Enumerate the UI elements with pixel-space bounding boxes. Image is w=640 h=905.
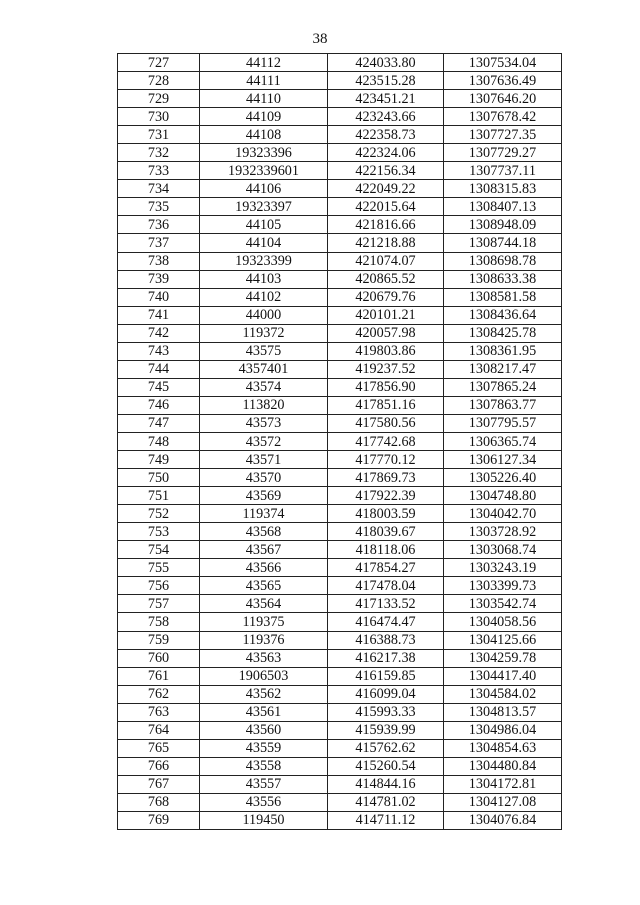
point-number-cell: 741 <box>118 306 200 324</box>
y-coordinate-cell: 1303243.19 <box>444 559 562 577</box>
y-coordinate-cell: 1308361.95 <box>444 342 562 360</box>
x-coordinate-cell: 418003.59 <box>328 505 444 523</box>
y-coordinate-cell: 1304584.02 <box>444 685 562 703</box>
y-coordinate-cell: 1308425.78 <box>444 324 562 342</box>
table-row <box>118 667 562 685</box>
x-coordinate-cell: 414844.16 <box>328 775 444 793</box>
table-row <box>118 505 562 523</box>
y-coordinate-cell: 1306127.34 <box>444 451 562 469</box>
point-number-cell: 740 <box>118 288 200 306</box>
table-row <box>118 739 562 757</box>
point-id-cell: 44108 <box>200 126 328 144</box>
x-coordinate-cell: 420101.21 <box>328 306 444 324</box>
point-id-cell: 44111 <box>200 72 328 90</box>
point-id-cell: 1906503 <box>200 667 328 685</box>
table-row <box>118 451 562 469</box>
x-coordinate-cell: 416217.38 <box>328 649 444 667</box>
point-id-cell: 44102 <box>200 288 328 306</box>
table-row <box>118 577 562 595</box>
table-row <box>118 396 562 414</box>
x-coordinate-cell: 417869.73 <box>328 469 444 487</box>
x-coordinate-cell: 421816.66 <box>328 216 444 234</box>
y-coordinate-cell: 1307727.35 <box>444 126 562 144</box>
table-row <box>118 432 562 450</box>
point-number-cell: 762 <box>118 685 200 703</box>
table-row <box>118 270 562 288</box>
point-id-cell: 119376 <box>200 631 328 649</box>
x-coordinate-cell: 419237.52 <box>328 360 444 378</box>
table-row <box>118 541 562 559</box>
point-number-cell: 759 <box>118 631 200 649</box>
x-coordinate-cell: 416474.47 <box>328 613 444 631</box>
x-coordinate-cell: 423243.66 <box>328 108 444 126</box>
y-coordinate-cell: 1308315.83 <box>444 180 562 198</box>
point-number-cell: 758 <box>118 613 200 631</box>
x-coordinate-cell: 417856.90 <box>328 378 444 396</box>
y-coordinate-cell: 1304076.84 <box>444 811 562 829</box>
table-row <box>118 72 562 90</box>
point-number-cell: 734 <box>118 180 200 198</box>
table-row <box>118 613 562 631</box>
point-id-cell: 43564 <box>200 595 328 613</box>
table-row <box>118 126 562 144</box>
point-number-cell: 731 <box>118 126 200 144</box>
point-id-cell: 43572 <box>200 432 328 450</box>
point-number-cell: 727 <box>118 54 200 72</box>
y-coordinate-cell: 1304042.70 <box>444 505 562 523</box>
x-coordinate-cell: 419803.86 <box>328 342 444 360</box>
point-number-cell: 753 <box>118 523 200 541</box>
point-id-cell: 43567 <box>200 541 328 559</box>
y-coordinate-cell: 1308217.47 <box>444 360 562 378</box>
x-coordinate-cell: 417922.39 <box>328 487 444 505</box>
point-id-cell: 44106 <box>200 180 328 198</box>
y-coordinate-cell: 1307863.77 <box>444 396 562 414</box>
x-coordinate-cell: 420865.52 <box>328 270 444 288</box>
x-coordinate-cell: 423451.21 <box>328 90 444 108</box>
point-number-cell: 752 <box>118 505 200 523</box>
point-number-cell: 735 <box>118 198 200 216</box>
point-number-cell: 730 <box>118 108 200 126</box>
point-number-cell: 737 <box>118 234 200 252</box>
point-id-cell: 43557 <box>200 775 328 793</box>
y-coordinate-cell: 1307737.11 <box>444 162 562 180</box>
point-number-cell: 761 <box>118 667 200 685</box>
point-id-cell: 43559 <box>200 739 328 757</box>
point-id-cell: 43561 <box>200 703 328 721</box>
point-number-cell: 733 <box>118 162 200 180</box>
point-id-cell: 44000 <box>200 306 328 324</box>
y-coordinate-cell: 1303068.74 <box>444 541 562 559</box>
point-id-cell: 119375 <box>200 613 328 631</box>
point-number-cell: 763 <box>118 703 200 721</box>
y-coordinate-cell: 1308407.13 <box>444 198 562 216</box>
point-number-cell: 768 <box>118 793 200 811</box>
x-coordinate-cell: 417133.52 <box>328 595 444 613</box>
table-row <box>118 685 562 703</box>
point-number-cell: 767 <box>118 775 200 793</box>
point-number-cell: 751 <box>118 487 200 505</box>
point-id-cell: 43562 <box>200 685 328 703</box>
x-coordinate-cell: 415762.62 <box>328 739 444 757</box>
point-id-cell: 44110 <box>200 90 328 108</box>
point-id-cell: 119374 <box>200 505 328 523</box>
y-coordinate-cell: 1304127.08 <box>444 793 562 811</box>
x-coordinate-cell: 422015.64 <box>328 198 444 216</box>
point-number-cell: 749 <box>118 451 200 469</box>
point-number-cell: 760 <box>118 649 200 667</box>
table-row <box>118 54 562 72</box>
y-coordinate-cell: 1308948.09 <box>444 216 562 234</box>
coordinates-table <box>117 53 562 830</box>
point-id-cell: 19323396 <box>200 144 328 162</box>
y-coordinate-cell: 1307865.24 <box>444 378 562 396</box>
coordinates-table-body <box>118 54 562 830</box>
x-coordinate-cell: 415260.54 <box>328 757 444 775</box>
x-coordinate-cell: 414711.12 <box>328 811 444 829</box>
table-row <box>118 523 562 541</box>
point-number-cell: 755 <box>118 559 200 577</box>
table-row <box>118 649 562 667</box>
y-coordinate-cell: 1304480.84 <box>444 757 562 775</box>
x-coordinate-cell: 417742.68 <box>328 432 444 450</box>
x-coordinate-cell: 423515.28 <box>328 72 444 90</box>
table-row <box>118 595 562 613</box>
point-number-cell: 728 <box>118 72 200 90</box>
x-coordinate-cell: 416388.73 <box>328 631 444 649</box>
point-number-cell: 765 <box>118 739 200 757</box>
point-id-cell: 43560 <box>200 721 328 739</box>
x-coordinate-cell: 421218.88 <box>328 234 444 252</box>
x-coordinate-cell: 422049.22 <box>328 180 444 198</box>
point-number-cell: 766 <box>118 757 200 775</box>
point-number-cell: 754 <box>118 541 200 559</box>
point-number-cell: 744 <box>118 360 200 378</box>
point-id-cell: 119450 <box>200 811 328 829</box>
point-number-cell: 732 <box>118 144 200 162</box>
x-coordinate-cell: 422324.06 <box>328 144 444 162</box>
x-coordinate-cell: 420679.76 <box>328 288 444 306</box>
x-coordinate-cell: 420057.98 <box>328 324 444 342</box>
point-id-cell: 43566 <box>200 559 328 577</box>
point-id-cell: 43558 <box>200 757 328 775</box>
table-row <box>118 198 562 216</box>
y-coordinate-cell: 1304058.56 <box>444 613 562 631</box>
table-row <box>118 703 562 721</box>
point-number-cell: 729 <box>118 90 200 108</box>
point-id-cell: 43563 <box>200 649 328 667</box>
table-row <box>118 162 562 180</box>
x-coordinate-cell: 414781.02 <box>328 793 444 811</box>
table-row <box>118 324 562 342</box>
y-coordinate-cell: 1304813.57 <box>444 703 562 721</box>
y-coordinate-cell: 1303542.74 <box>444 595 562 613</box>
x-coordinate-cell: 421074.07 <box>328 252 444 270</box>
table-row <box>118 559 562 577</box>
y-coordinate-cell: 1304854.63 <box>444 739 562 757</box>
point-id-cell: 43575 <box>200 342 328 360</box>
y-coordinate-cell: 1308633.38 <box>444 270 562 288</box>
table-row <box>118 252 562 270</box>
y-coordinate-cell: 1304986.04 <box>444 721 562 739</box>
y-coordinate-cell: 1307646.20 <box>444 90 562 108</box>
point-id-cell: 44104 <box>200 234 328 252</box>
point-id-cell: 119372 <box>200 324 328 342</box>
x-coordinate-cell: 417854.27 <box>328 559 444 577</box>
table-row <box>118 721 562 739</box>
table-row <box>118 108 562 126</box>
y-coordinate-cell: 1304417.40 <box>444 667 562 685</box>
page-number: 38 <box>312 31 328 47</box>
point-id-cell: 19323399 <box>200 252 328 270</box>
table-row <box>118 234 562 252</box>
point-id-cell: 43565 <box>200 577 328 595</box>
y-coordinate-cell: 1307534.04 <box>444 54 562 72</box>
point-id-cell: 44103 <box>200 270 328 288</box>
point-number-cell: 769 <box>118 811 200 829</box>
point-number-cell: 742 <box>118 324 200 342</box>
x-coordinate-cell: 418039.67 <box>328 523 444 541</box>
x-coordinate-cell: 415939.99 <box>328 721 444 739</box>
y-coordinate-cell: 1307795.57 <box>444 414 562 432</box>
point-id-cell: 44105 <box>200 216 328 234</box>
point-number-cell: 736 <box>118 216 200 234</box>
point-number-cell: 750 <box>118 469 200 487</box>
point-id-cell: 43570 <box>200 469 328 487</box>
x-coordinate-cell: 417478.04 <box>328 577 444 595</box>
point-id-cell: 43574 <box>200 378 328 396</box>
table-row <box>118 144 562 162</box>
point-number-cell: 746 <box>118 396 200 414</box>
x-coordinate-cell: 416099.04 <box>328 685 444 703</box>
point-number-cell: 743 <box>118 342 200 360</box>
table-row <box>118 90 562 108</box>
y-coordinate-cell: 1307678.42 <box>444 108 562 126</box>
table-row <box>118 360 562 378</box>
table-row <box>118 631 562 649</box>
y-coordinate-cell: 1303399.73 <box>444 577 562 595</box>
y-coordinate-cell: 1304125.66 <box>444 631 562 649</box>
y-coordinate-cell: 1307636.49 <box>444 72 562 90</box>
table-row <box>118 180 562 198</box>
x-coordinate-cell: 417770.12 <box>328 451 444 469</box>
point-number-cell: 747 <box>118 414 200 432</box>
x-coordinate-cell: 415993.33 <box>328 703 444 721</box>
y-coordinate-cell: 1304748.80 <box>444 487 562 505</box>
table-row <box>118 288 562 306</box>
table-row <box>118 216 562 234</box>
table-row <box>118 378 562 396</box>
y-coordinate-cell: 1304172.81 <box>444 775 562 793</box>
x-coordinate-cell: 416159.85 <box>328 667 444 685</box>
point-id-cell: 4357401 <box>200 360 328 378</box>
table-row <box>118 414 562 432</box>
table-row <box>118 342 562 360</box>
point-number-cell: 764 <box>118 721 200 739</box>
table-row <box>118 487 562 505</box>
y-coordinate-cell: 1308698.78 <box>444 252 562 270</box>
point-id-cell: 113820 <box>200 396 328 414</box>
point-id-cell: 19323397 <box>200 198 328 216</box>
table-row <box>118 793 562 811</box>
y-coordinate-cell: 1305226.40 <box>444 469 562 487</box>
table-row <box>118 811 562 829</box>
y-coordinate-cell: 1308581.58 <box>444 288 562 306</box>
point-id-cell: 1932339601 <box>200 162 328 180</box>
table-row <box>118 757 562 775</box>
y-coordinate-cell: 1303728.92 <box>444 523 562 541</box>
y-coordinate-cell: 1307729.27 <box>444 144 562 162</box>
table-row <box>118 775 562 793</box>
point-number-cell: 748 <box>118 432 200 450</box>
x-coordinate-cell: 424033.80 <box>328 54 444 72</box>
point-number-cell: 745 <box>118 378 200 396</box>
point-id-cell: 43569 <box>200 487 328 505</box>
y-coordinate-cell: 1306365.74 <box>444 432 562 450</box>
point-number-cell: 739 <box>118 270 200 288</box>
point-id-cell: 44109 <box>200 108 328 126</box>
table-row <box>118 469 562 487</box>
y-coordinate-cell: 1304259.78 <box>444 649 562 667</box>
point-id-cell: 43571 <box>200 451 328 469</box>
x-coordinate-cell: 417851.16 <box>328 396 444 414</box>
x-coordinate-cell: 418118.06 <box>328 541 444 559</box>
point-id-cell: 43556 <box>200 793 328 811</box>
point-id-cell: 43573 <box>200 414 328 432</box>
x-coordinate-cell: 422156.34 <box>328 162 444 180</box>
x-coordinate-cell: 417580.56 <box>328 414 444 432</box>
point-number-cell: 738 <box>118 252 200 270</box>
y-coordinate-cell: 1308744.18 <box>444 234 562 252</box>
point-id-cell: 44112 <box>200 54 328 72</box>
point-number-cell: 756 <box>118 577 200 595</box>
x-coordinate-cell: 422358.73 <box>328 126 444 144</box>
point-id-cell: 43568 <box>200 523 328 541</box>
table-row <box>118 306 562 324</box>
point-number-cell: 757 <box>118 595 200 613</box>
y-coordinate-cell: 1308436.64 <box>444 306 562 324</box>
